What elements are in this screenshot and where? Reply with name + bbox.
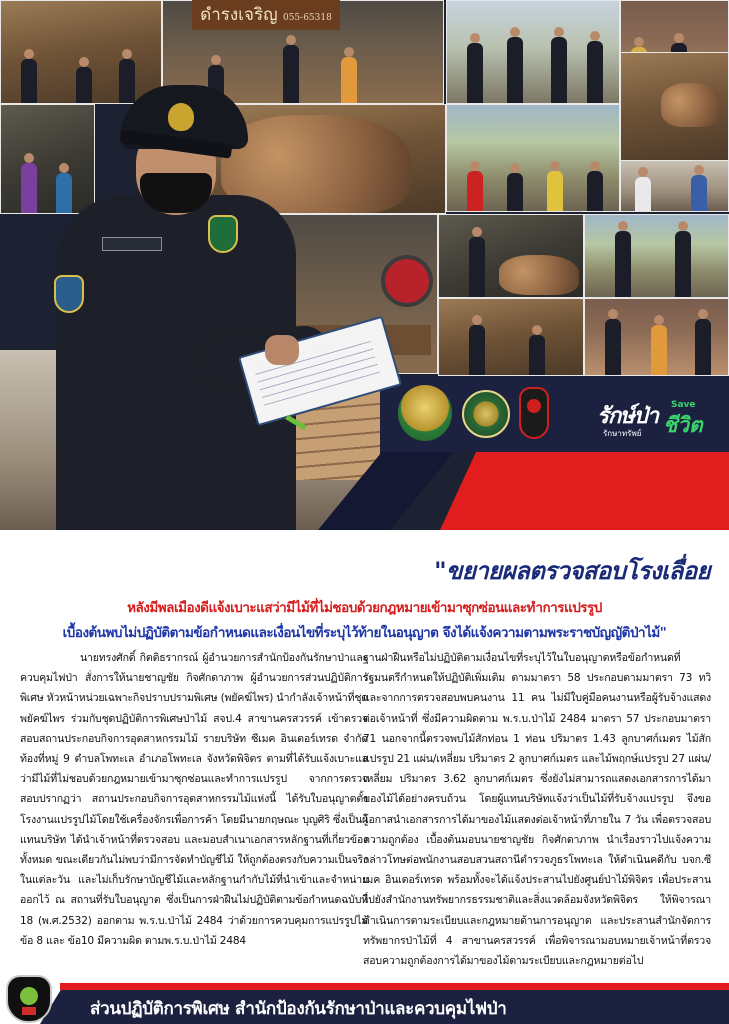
- footer-bar: [0, 983, 729, 1024]
- sawmill-sign: [192, 0, 340, 30]
- campaign-life-text: ชีวิต: [663, 412, 703, 437]
- shoulder-patch-icon: [54, 275, 84, 313]
- photo-workers-logs: [620, 160, 729, 212]
- cap-badge-icon: [168, 103, 194, 131]
- article-text-left: นายทรงศักดิ์ กิตติธรากรณ์ ผู้อำนวยการสำนักป้องกันรักษาป่าและควบคุมไฟป่า สั่งการให้นายชาญชัย กิจศักดาภาพ ผู้อำนวยการส่วนปฏิบัติการพิเศษ หัวหน้าหน่วยเฉพาะกิจปราบปรามพิเศษ (พยัคฆ์ไพร) นำกำลังเจ้าหน้าที่ชุดพยัคฆ์ไพร ร่วมกับชุดปฏิบัติการพิเศษป่าไม้ สจป.4 สาขานครสวรรค์ เข้าตรวจสอบสถานประกอบกิจการอุตสาหกรรมไม้ รายบริษัท ซีเมค อินเตอร์เทรด จำกัด ท้องที่หมู่ 9 ตำบลโพทะเล อำเภอโพทะเล จังหวัดพิจิตร ตามที่ได้รับแจ้งเบาะแสว่ามีไม้ที่ไม่ชอบด้วยกฎหมายเข้ามาซุกซ่อนและทำการแปรรูป จากการตรวจสอบปรากฏว่า สถานประกอบกิจการอุตสาหกรรมไม้แห่งนี้ ได้รับใบอนุญาตตั้งโรงงานแปรรูปไม้โดยใช้เครื่องจักรเพื่อการค้า โดยมีนายกฤษณะ บุญศิริ ซึ่งเป็นผู้แทนบริษัท ได้นำเจ้าหน้าที่ตรวจสอบ และมอบสำเนาเอกสารหลักฐานที่เกี่ยวข้องทั้งหมด ขณะเดียวกันไม่พบว่ามีการจัดทำบัญชีไม้ ให้ถูกต้องตรงกับความเป็นจริงในแต่ละวัน และไม่เก็บรักษาบัญชีไม้และหลักฐานกำกับไม้ที่นำเข้าและจำหน่ายออกไว้ ณ สถานที่รับใบอนุญาต ซึ่งเป็นการฝ่าฝืนไม่ปฏิบัติตามข้อกำหนดฉบับที่ 18 (พ.ศ.2532) ออกตาม พ.ร.บ.ป่าไม้ 2484 ว่าด้วยการควบคุมการแปรรูปไม้ ข้อ 8 และ ข้อ10 มีความผิด ตามพ.ร.บ.ป่าไม้ 2484: [20, 652, 368, 947]
- sawmill-sign-text: ดำรงเจริญ: [200, 5, 278, 25]
- headline-title: "ขยายผลตรวจสอบโรงเลื่อย: [434, 557, 710, 585]
- campaign-save-text: Save: [671, 400, 696, 410]
- red-band-decoration: [440, 452, 729, 530]
- photo-lumber-stack: [584, 298, 729, 376]
- footer-text: ส่วนปฏิบัติการพิเศษ สำนักป้องกันรักษาป่าและควบคุมไฟป่า: [90, 999, 507, 1019]
- footer-red-stripe: [60, 983, 729, 990]
- name-tag: [102, 237, 162, 251]
- photo-officers-documents: [584, 214, 729, 298]
- chest-patch-icon: [208, 215, 238, 253]
- headline-subtitle-blue: เบื้องต้นพบไม่ปฏิบัติตามข้อกำหนดและเงื่อนไขที่ระบุไว้ท้ายในอนุญาต จึงได้แจ้งความตามพระราชบัญญัติป่าไม้": [62, 625, 667, 641]
- photo-yard-inspection: [446, 104, 620, 212]
- photo-officer-measuring-log: [438, 214, 584, 298]
- article-column-left: [20, 648, 368, 983]
- photo-officers-standing: [446, 0, 620, 104]
- special-ops-unit-logo: [519, 387, 549, 439]
- article-column-right: [363, 648, 711, 983]
- photo-log-cross-section: [620, 52, 729, 162]
- department-seal-logo: [398, 385, 452, 441]
- campaign-sub-text: รักษาทรัพย์: [603, 429, 642, 438]
- headline-subtitle-red: หลังมีพลเมืองดีแจ้งเบาะแสว่ามีไม้ที่ไม่ชอบด้วยกฎหมายเข้ามาซุกซ่อนและทำการแปรรูป: [127, 600, 602, 616]
- unit-emblem-icon: [6, 975, 52, 1023]
- campaign-main-text: รักษ์ป่า: [597, 403, 658, 429]
- sawmill-sign-number: 055-65318: [282, 13, 332, 23]
- photo-officer-kneeling: [438, 298, 584, 376]
- article-text-right: ฐานฝ่าฝืนหรือไม่ปฏิบัติตามเงื่อนไขที่ระบุไว้ในใบอนุญาตหรือข้อกำหนดที่รัฐมนตรีกำหนดให้ปฏิบัติเพิ่มเติม ตามมาตรา 58 ประกอบตามมาตรา 73 ทวิ และจากการตรวจสอบพบคนงาน 11 คน ไม่มีใบคู่มือคนงานหรือผู้รับจ้างแสดงต่อเจ้าหน้าที่ ซึ่งมีความผิดตาม พ.ร.บ.ป่าไม้ 2484 มาตรา 57 ประกอบมาตรา 71 นอกจากนี้ตรวจพบไม้สักท่อน 1 ท่อน ปริมาตร 1.43 ลูกบาศก์เมตร ไม้สักแปรรูป 21 แผ่น/เหลี่ยม ปริมาตร 2 ลูกบาศก์เมตร และไม้พฤกษ์แปรรูป 27 แผ่น/เหลี่ยม ปริมาตร 3.62 ลูกบาศก์เมตร ซึ่งยังไม่สามารถแสดงเอกสารการได้มาของไม้ได้อย่างครบถ้วน โดยผู้แทนบริษัทแจ้งว่าเป็นไม้ที่รับจ้างแปรรูป จึงขอโอกาสนำเอกสารการได้มาของไม้แสดงต่อเจ้าหน้าที่ภายใน 7 วัน เพื่อตรวจสอบความถูกต้อง เบื้องต้นมอบนายชาญชัย กิจศักดาภาพ นำเรื่องราวไปแจ้งความกล่าวโทษต่อพนักงานสอบสวนสถานีตำรวจภูธรโพทะเล ให้ดำเนินคดีกับ บจก.ซีเมค อินเตอร์เทรด พร้อมทั้งจะได้แจ้งประสานไปยังศูนย์ป่าไม้พิจิตร เพื่อประสานไปยังสำนักงานทรัพยากรธรรมชาติและสิ่งแวดล้อมจังหวัดพิจิตร ให้พิจารณาดำเนินการตามระเบียบและกฎหมายด้านการอนุญาต และประสานสำนักจัดการทรัพยากรป่าไม้ที่ 4 สาขานครสวรรค์ เพื่อพิจารณามอบหมายเจ้าหน้าที่ตรวจสอบความถูกต้องการได้มาของไม้ตามระเบียบและกฎหมายต่อไป: [363, 652, 711, 968]
- officer-figure: [50, 85, 300, 530]
- campaign-brand: [597, 398, 717, 442]
- forest-department-logo: [462, 390, 510, 438]
